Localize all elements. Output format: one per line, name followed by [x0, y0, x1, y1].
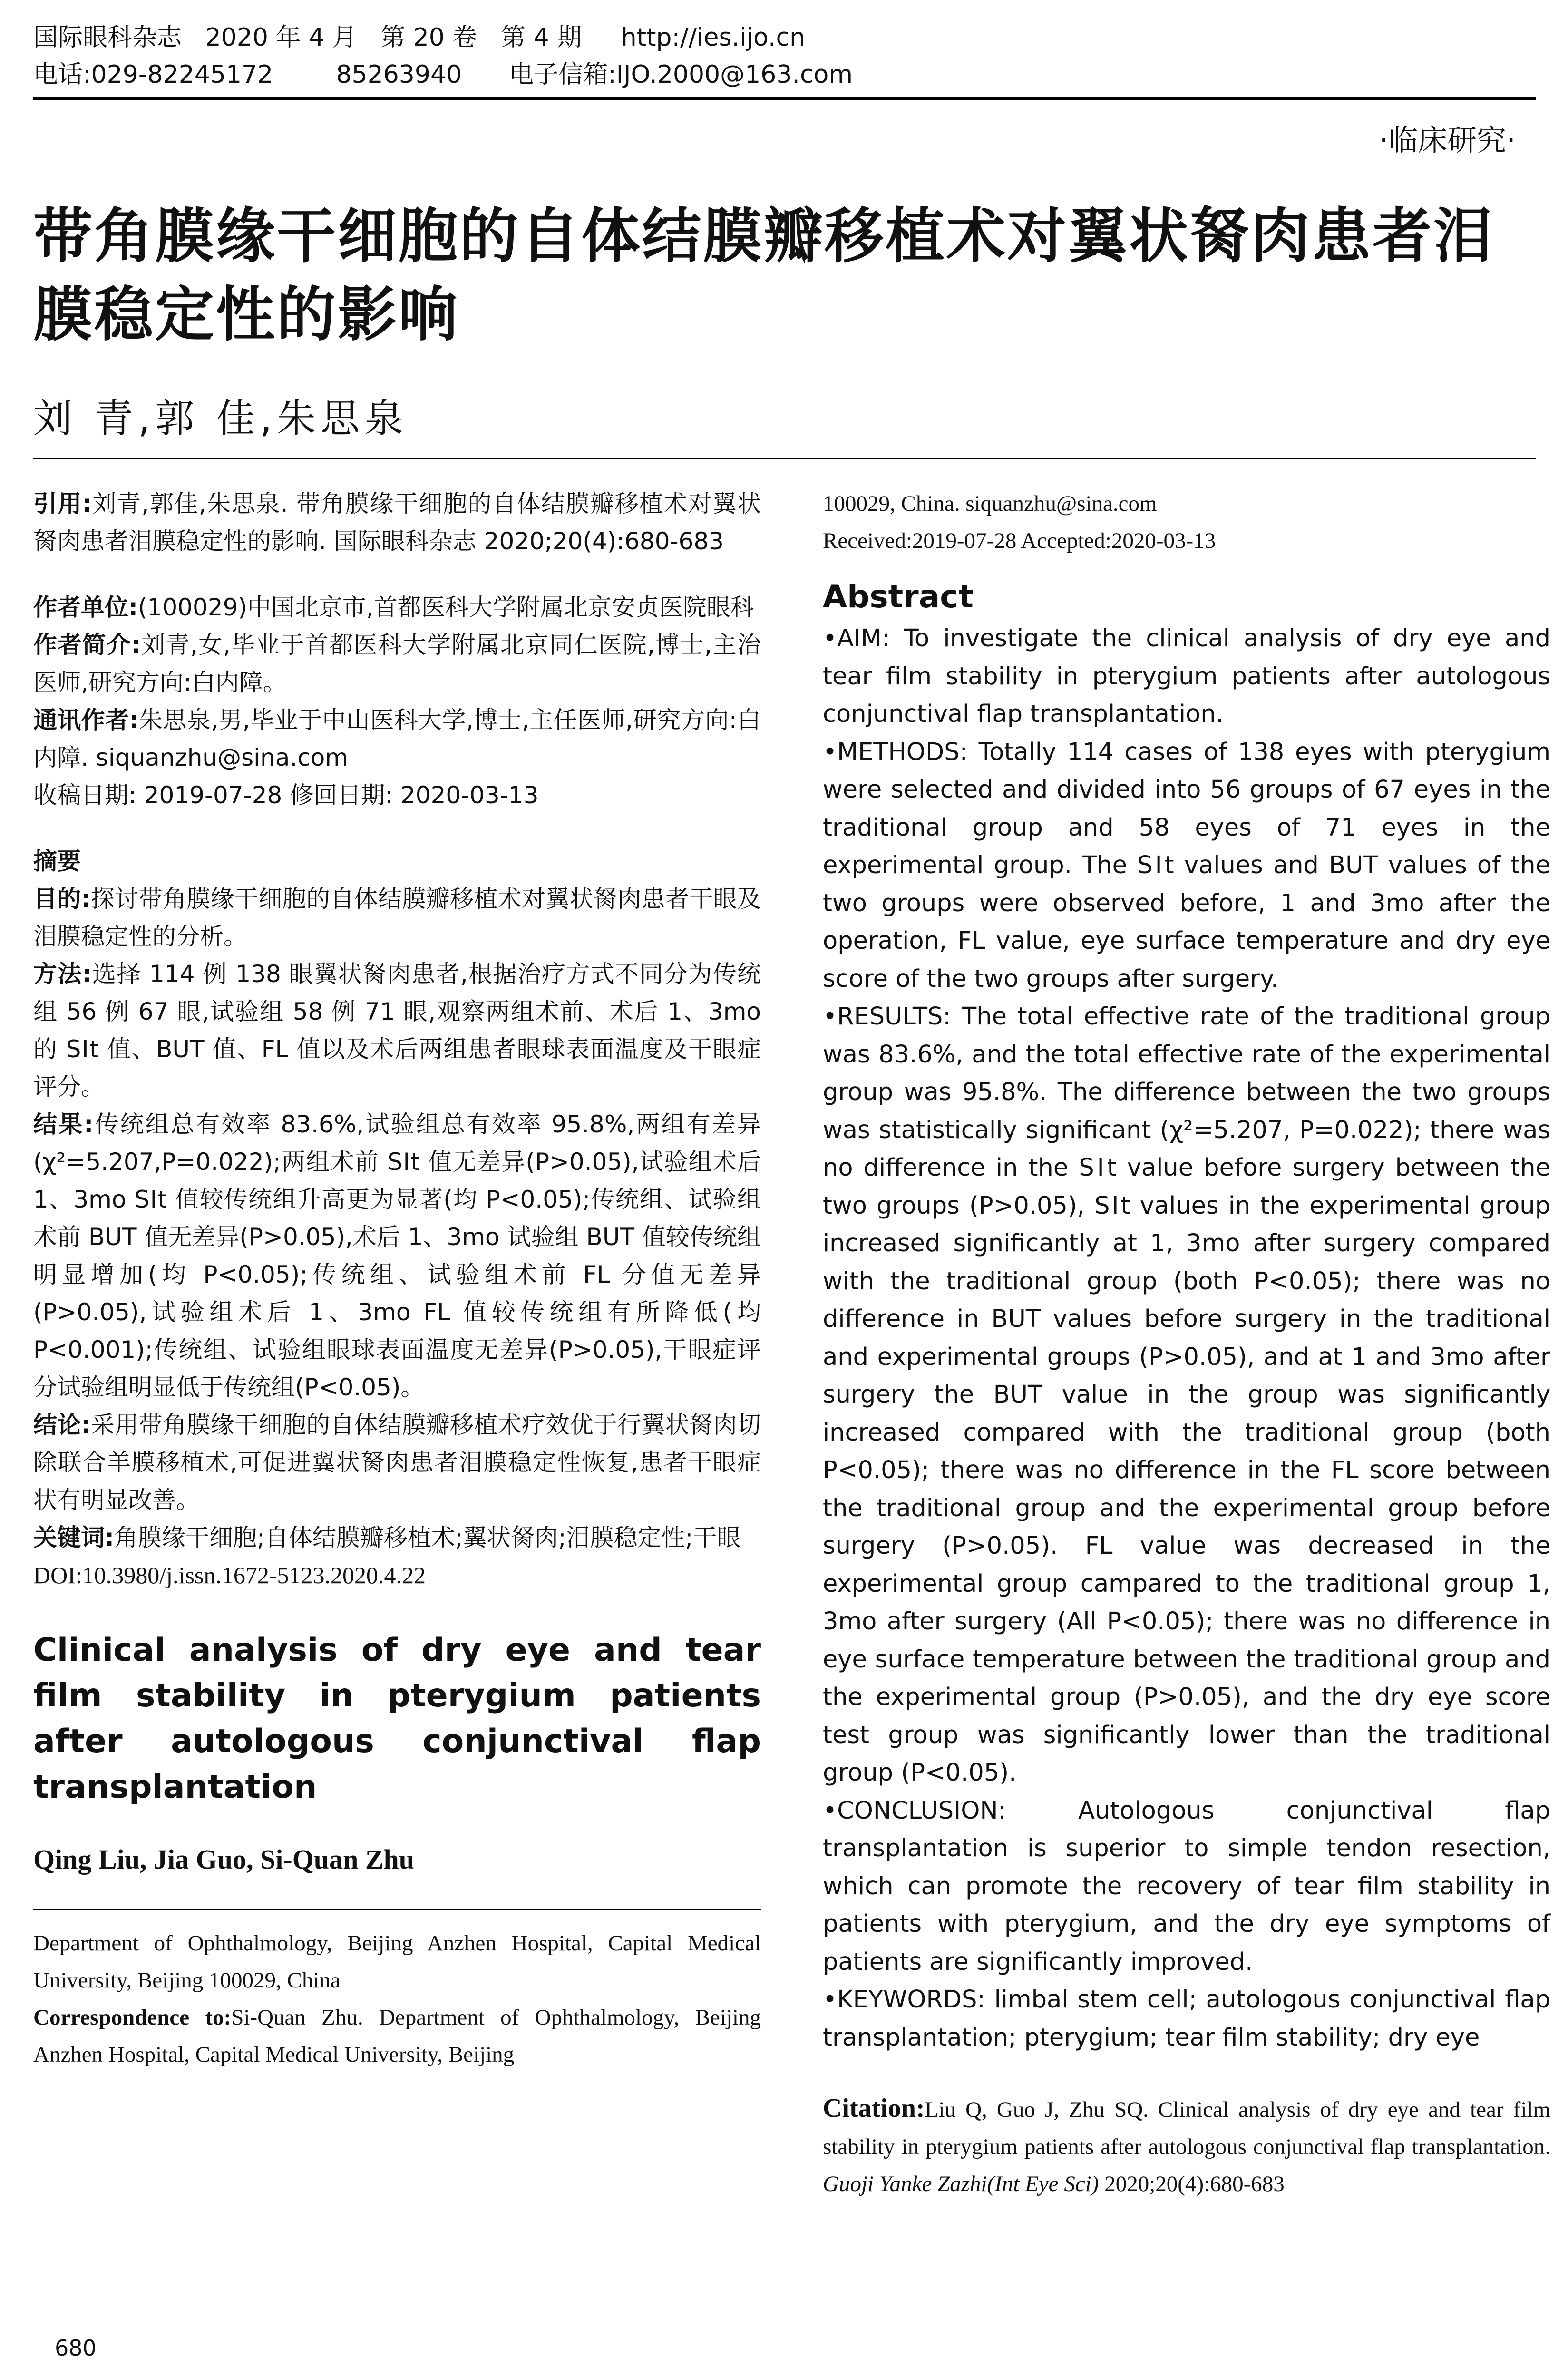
results-cn-label: 结果: — [33, 1111, 94, 1138]
keywords-cn-label: 关键词: — [33, 1524, 114, 1551]
keywords-cn — [33, 1519, 761, 1557]
results-cn-text: 传统组总有效率 83.6%,试验组总有效率 95.8%,两组有差异(χ²=5.207,P=0.022);两组术前 SⅠt 值无差异(P>0.05),试验组术后 1、3mo SⅠt 值较传统组升高更为显著(均 P<0.05);传统组、试验组术前 BUT 值无差异(P>0.05),术后 1、3mo 试验组 BUT 值较传统组明显增加(均 P<0.05);传统组、试验组术前 FL 分值无差异(P>0.05),试验组术后 1、3mo FL 值较传统组有所降低(均P<0.001);传统组、试验组眼球表面温度无差异(P>0.05),干眼症评分试验组明显低于传统组(P<0.05)。 — [33, 1111, 761, 1401]
keywords-cn-text: 角膜缘干细胞;自体结膜瓣移植术;翼状胬肉;泪膜稳定性;干眼 — [114, 1524, 741, 1551]
correspondence-continued: 100029, China. siquanzhu@sina.com — [823, 491, 1157, 516]
correspondence-en-label: Correspondence to: — [33, 2005, 232, 2030]
citation-en-journal: Guoji Yanke Zazhi(Int Eye Sci) — [823, 2172, 1099, 2196]
citation-en — [823, 2090, 1550, 2202]
affiliation-cn-label: 作者单位: — [33, 594, 138, 621]
corresponding-author-label: 通讯作者: — [33, 706, 139, 734]
conclusion-cn-label: 结论: — [33, 1411, 91, 1439]
journal-header-line1: 国际眼科杂志 2020 年 4 月 第 20 卷 第 4 期 http://ies.ijo.cn — [33, 23, 806, 52]
conclusion-cn-text: 采用带角膜缘干细胞的自体结膜瓣移植术疗效优于行翼状胬肉切除联合羊膜移植术,可促进翼状胬肉患者泪膜稳定性恢复,患者干眼症状有明显改善。 — [33, 1411, 761, 1514]
corresponding-author-text: 朱思泉,男,毕业于中山医科大学,博士,主任医师,研究方向:白内障. siquanzhu@sina.com — [33, 706, 761, 771]
aim-cn — [33, 880, 761, 955]
aim-en: •AIM: To investigate the clinical analysis of dry eye and tear film stability in pterygium patients after autologous conjunctival flap transplantation. — [823, 624, 1550, 728]
aim-cn-text: 探讨带角膜缘干细胞的自体结膜瓣移植术对翼状胬肉患者干眼及泪膜稳定性的分析。 — [33, 885, 761, 950]
author-bio-text: 刘青,女,毕业于首都医科大学附属北京同仁医院,博士,主治医师,研究方向:白内障。 — [33, 631, 761, 696]
methods-cn-label: 方法: — [33, 960, 92, 988]
citation-en-label: Citation: — [823, 2094, 925, 2123]
conclusion-cn — [33, 1406, 761, 1519]
abstract-heading-cn: 摘要 — [33, 848, 81, 875]
keywords-en: •KEYWORDS: limbal stem cell; autologous conjunctival flap transplantation; pterygium; tear film stability; dry eye — [823, 1986, 1550, 2052]
methods-en: •METHODS: Totally 114 cases of 138 eyes with pterygium were selected and divided into 56 groups of 67 eyes in the traditional group and 58 eyes of 71 eyes in the experimental group. The SⅠt values and BUT values of the two groups were observed before, 1 and 3mo after the operation, FL value, eye surface temperature and dry eye score of the two groups after surgery. — [823, 738, 1550, 993]
affiliation-cn-text: (100029)中国北京市,首都医科大学附属北京安贞医院眼科 — [138, 594, 754, 621]
english-title: Clinical analysis of dry eye and tear film stability in pterygium patients after autologous conjunctival flap transplantation — [33, 1631, 761, 1806]
results-cn — [33, 1106, 761, 1406]
title-rule — [33, 458, 1536, 459]
results-en: •RESULTS: The total effective rate of the traditional group was 83.6%, and the total effective rate of the experimental group was 95.8%. The difference between the two groups was statistically significant (χ²=5.207, P=0.022); there was no difference in the SⅠt value before surgery between the two groups (P>0.05), SⅠt values in the experimental group increased significantly at 1, 3mo after surgery compared with the traditional group (both P<0.05); there was no difference in BUT values before surgery in the traditional and experimental groups (P>0.05), and at 1 and 3mo after surgery the BUT value in the group was significantly increased compared with the traditional group (both P<0.05); there was no difference in the FL score between the traditional group and the experimental group before surgery (P>0.05). FL value was decreased in the experimental group campared to the traditional group 1, 3mo after surgery (All P<0.05); there was no difference in eye surface temperature between the traditional group and the experimental group (P>0.05), and the dry eye score test group was significantly lower than the traditional group (P<0.05). — [823, 1003, 1550, 1787]
aim-cn-label: 目的: — [33, 885, 91, 913]
journal-header — [33, 19, 1536, 93]
citation-en-tail: 2020;20(4):680-683 — [1104, 2172, 1285, 2196]
conclusion-en: •CONCLUSION: Autologous conjunctival flap transplantation is superior to simple tendon resection, which can promote the recovery of tear film stability in patients with pterygium, and the dry eye symptoms of patients are significantly improved. — [823, 1796, 1550, 1976]
authors-rule — [33, 1909, 761, 1910]
affiliation-cn — [33, 589, 761, 626]
citation-cn — [33, 485, 761, 560]
dates-cn: 收稿日期: 2019-07-28 修回日期: 2020-03-13 — [33, 781, 539, 809]
page-number: 680 — [55, 2335, 97, 2361]
methods-cn — [33, 955, 761, 1106]
abstract-heading-en: Abstract — [823, 578, 974, 615]
correspondence-en-text: Si-Quan Zhu. Department of Ophthalmology, Beijing Anzhen Hospital, Capital Medical University, Beijing — [33, 2005, 761, 2067]
authors-cn: 刘 青,郭 佳,朱思泉 — [33, 396, 409, 441]
citation-cn-text: 刘青,郭佳,朱思泉. 带角膜缘干细胞的自体结膜瓣移植术对翼状胬肉患者泪膜稳定性的影响. 国际眼科杂志 2020;20(4):680-683 — [33, 490, 761, 555]
journal-header-line2: 电话:029-82245172 85263940 电子信箱:IJO.2000@163.com — [33, 60, 853, 89]
corresponding-author-cn — [33, 701, 761, 777]
article-title: 带角膜缘干细胞的自体结膜瓣移植术对翼状胬肉患者泪膜稳定性的影响 — [33, 202, 1495, 349]
author-bio-label: 作者简介: — [33, 631, 141, 659]
received-accepted: Received:2019-07-28 Accepted:2020-03-13 — [823, 528, 1216, 553]
left-column — [33, 485, 761, 2073]
citation-en-text: Liu Q, Guo J, Zhu SQ. Clinical analysis of dry eye and tear film stability in pterygium patients after autologous conjunctival flap transplantation. — [823, 2097, 1550, 2159]
right-column — [823, 485, 1550, 2202]
citation-cn-label: 引用: — [33, 490, 92, 517]
doi: DOI:10.3980/j.issn.1672-5123.2020.4.22 — [33, 1562, 426, 1588]
author-bio-cn — [33, 626, 761, 701]
methods-cn-text: 选择 114 例 138 眼翼状胬肉患者,根据治疗方式不同分为传统组 56 例 67 眼,试验组 58 例 71 眼,观察两组术前、术后 1、3mo 的 SⅠt 值、BUT 值、FL 值以及术后两组患者眼球表面温度及干眼症评分。 — [33, 960, 761, 1101]
correspondence-en — [33, 1999, 761, 2073]
section-tag: ·临床研究· — [1379, 123, 1516, 157]
header-rule — [33, 97, 1536, 100]
english-authors: Qing Liu, Jia Guo, Si-Quan Zhu — [33, 1844, 415, 1875]
department-en: Department of Ophthalmology, Beijing Anzhen Hospital, Capital Medical University, Beijing 100029, China — [33, 1931, 761, 1993]
